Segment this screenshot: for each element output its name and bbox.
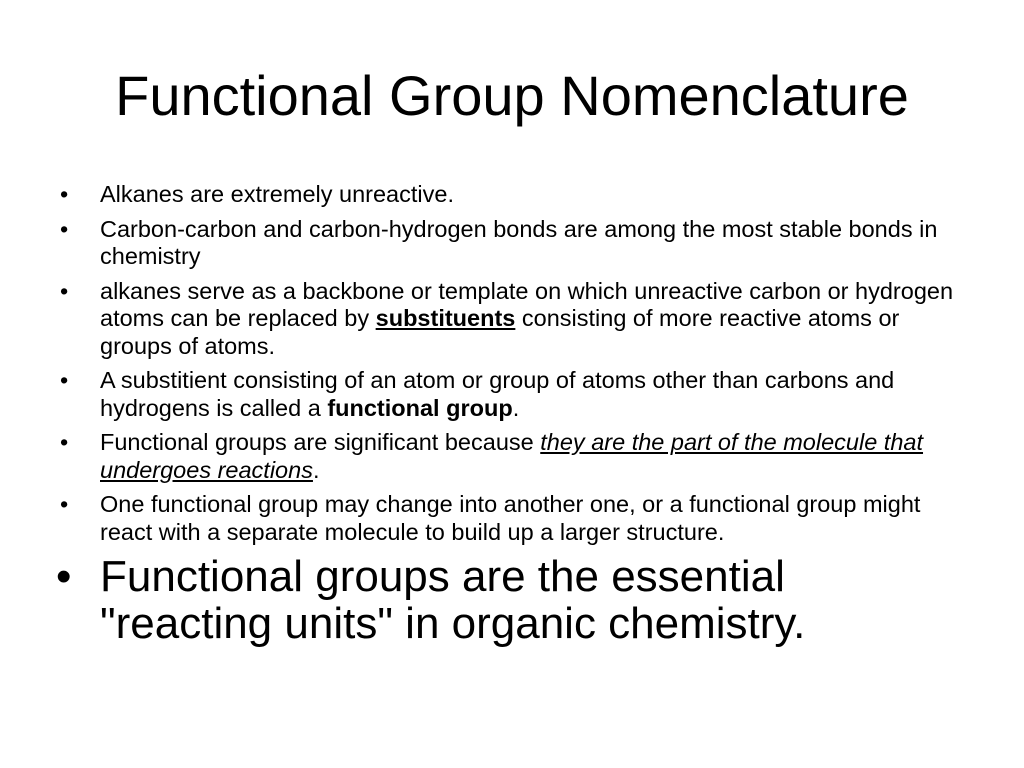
bullet-text-after: consisting of more reactive atoms or groups of atoms. [100, 305, 900, 359]
bullet-marker: • [60, 429, 69, 455]
bullet-text-after: . [312, 456, 320, 483]
bullet-marker: • [60, 215, 69, 242]
main-point-text: Functional groups are the essential "reacting units" in organic chemistry. [100, 552, 806, 648]
bullet-item-5 [56, 429, 956, 484]
bullet-marker: • [60, 277, 69, 304]
bullet-text-before: alkanes serve as a backbone or template on which unreactive carbon or hydrogen atoms can be replaced by [100, 277, 954, 331]
substituents-term: substituents [375, 305, 516, 331]
bullet-list [56, 181, 956, 647]
bullet-marker: • [60, 367, 69, 393]
bullet-text [100, 278, 956, 361]
bullet-text-before: Functional groups are significant because [100, 429, 541, 455]
bullet-text [100, 429, 956, 484]
bullet-item-6 [56, 491, 956, 546]
bullet-text-after: . [512, 394, 520, 421]
bullet-marker: • [60, 181, 69, 207]
bullet-text: Alkanes are extremely unreactive. [100, 181, 454, 207]
bullet-marker: • [56, 552, 72, 601]
bullet-marker: • [60, 491, 69, 517]
slide-title: Functional Group Nomenclature [115, 64, 909, 127]
bullet-item-1 [56, 181, 956, 209]
bullet-item-4 [56, 367, 956, 422]
reaction-emphasis: they are the part of the molecule that undergoes reactions [100, 429, 924, 483]
bullet-item-3 [56, 278, 956, 361]
bullet-item-2 [56, 216, 956, 271]
bullet-text-before: A substitient consisting of an atom or group of atoms other than carbons and hydrogens is called a [100, 367, 895, 421]
bullet-text: Carbon-carbon and carbon-hydrogen bonds are among the most stable bonds in chemistry [100, 215, 938, 269]
functional-group-term: functional group [327, 394, 513, 421]
bullet-text [100, 367, 956, 422]
bullet-text: One functional group may change into another one, or a functional group might react with a separate molecule to build up a larger structure. [100, 491, 921, 545]
main-point-item [56, 553, 956, 647]
